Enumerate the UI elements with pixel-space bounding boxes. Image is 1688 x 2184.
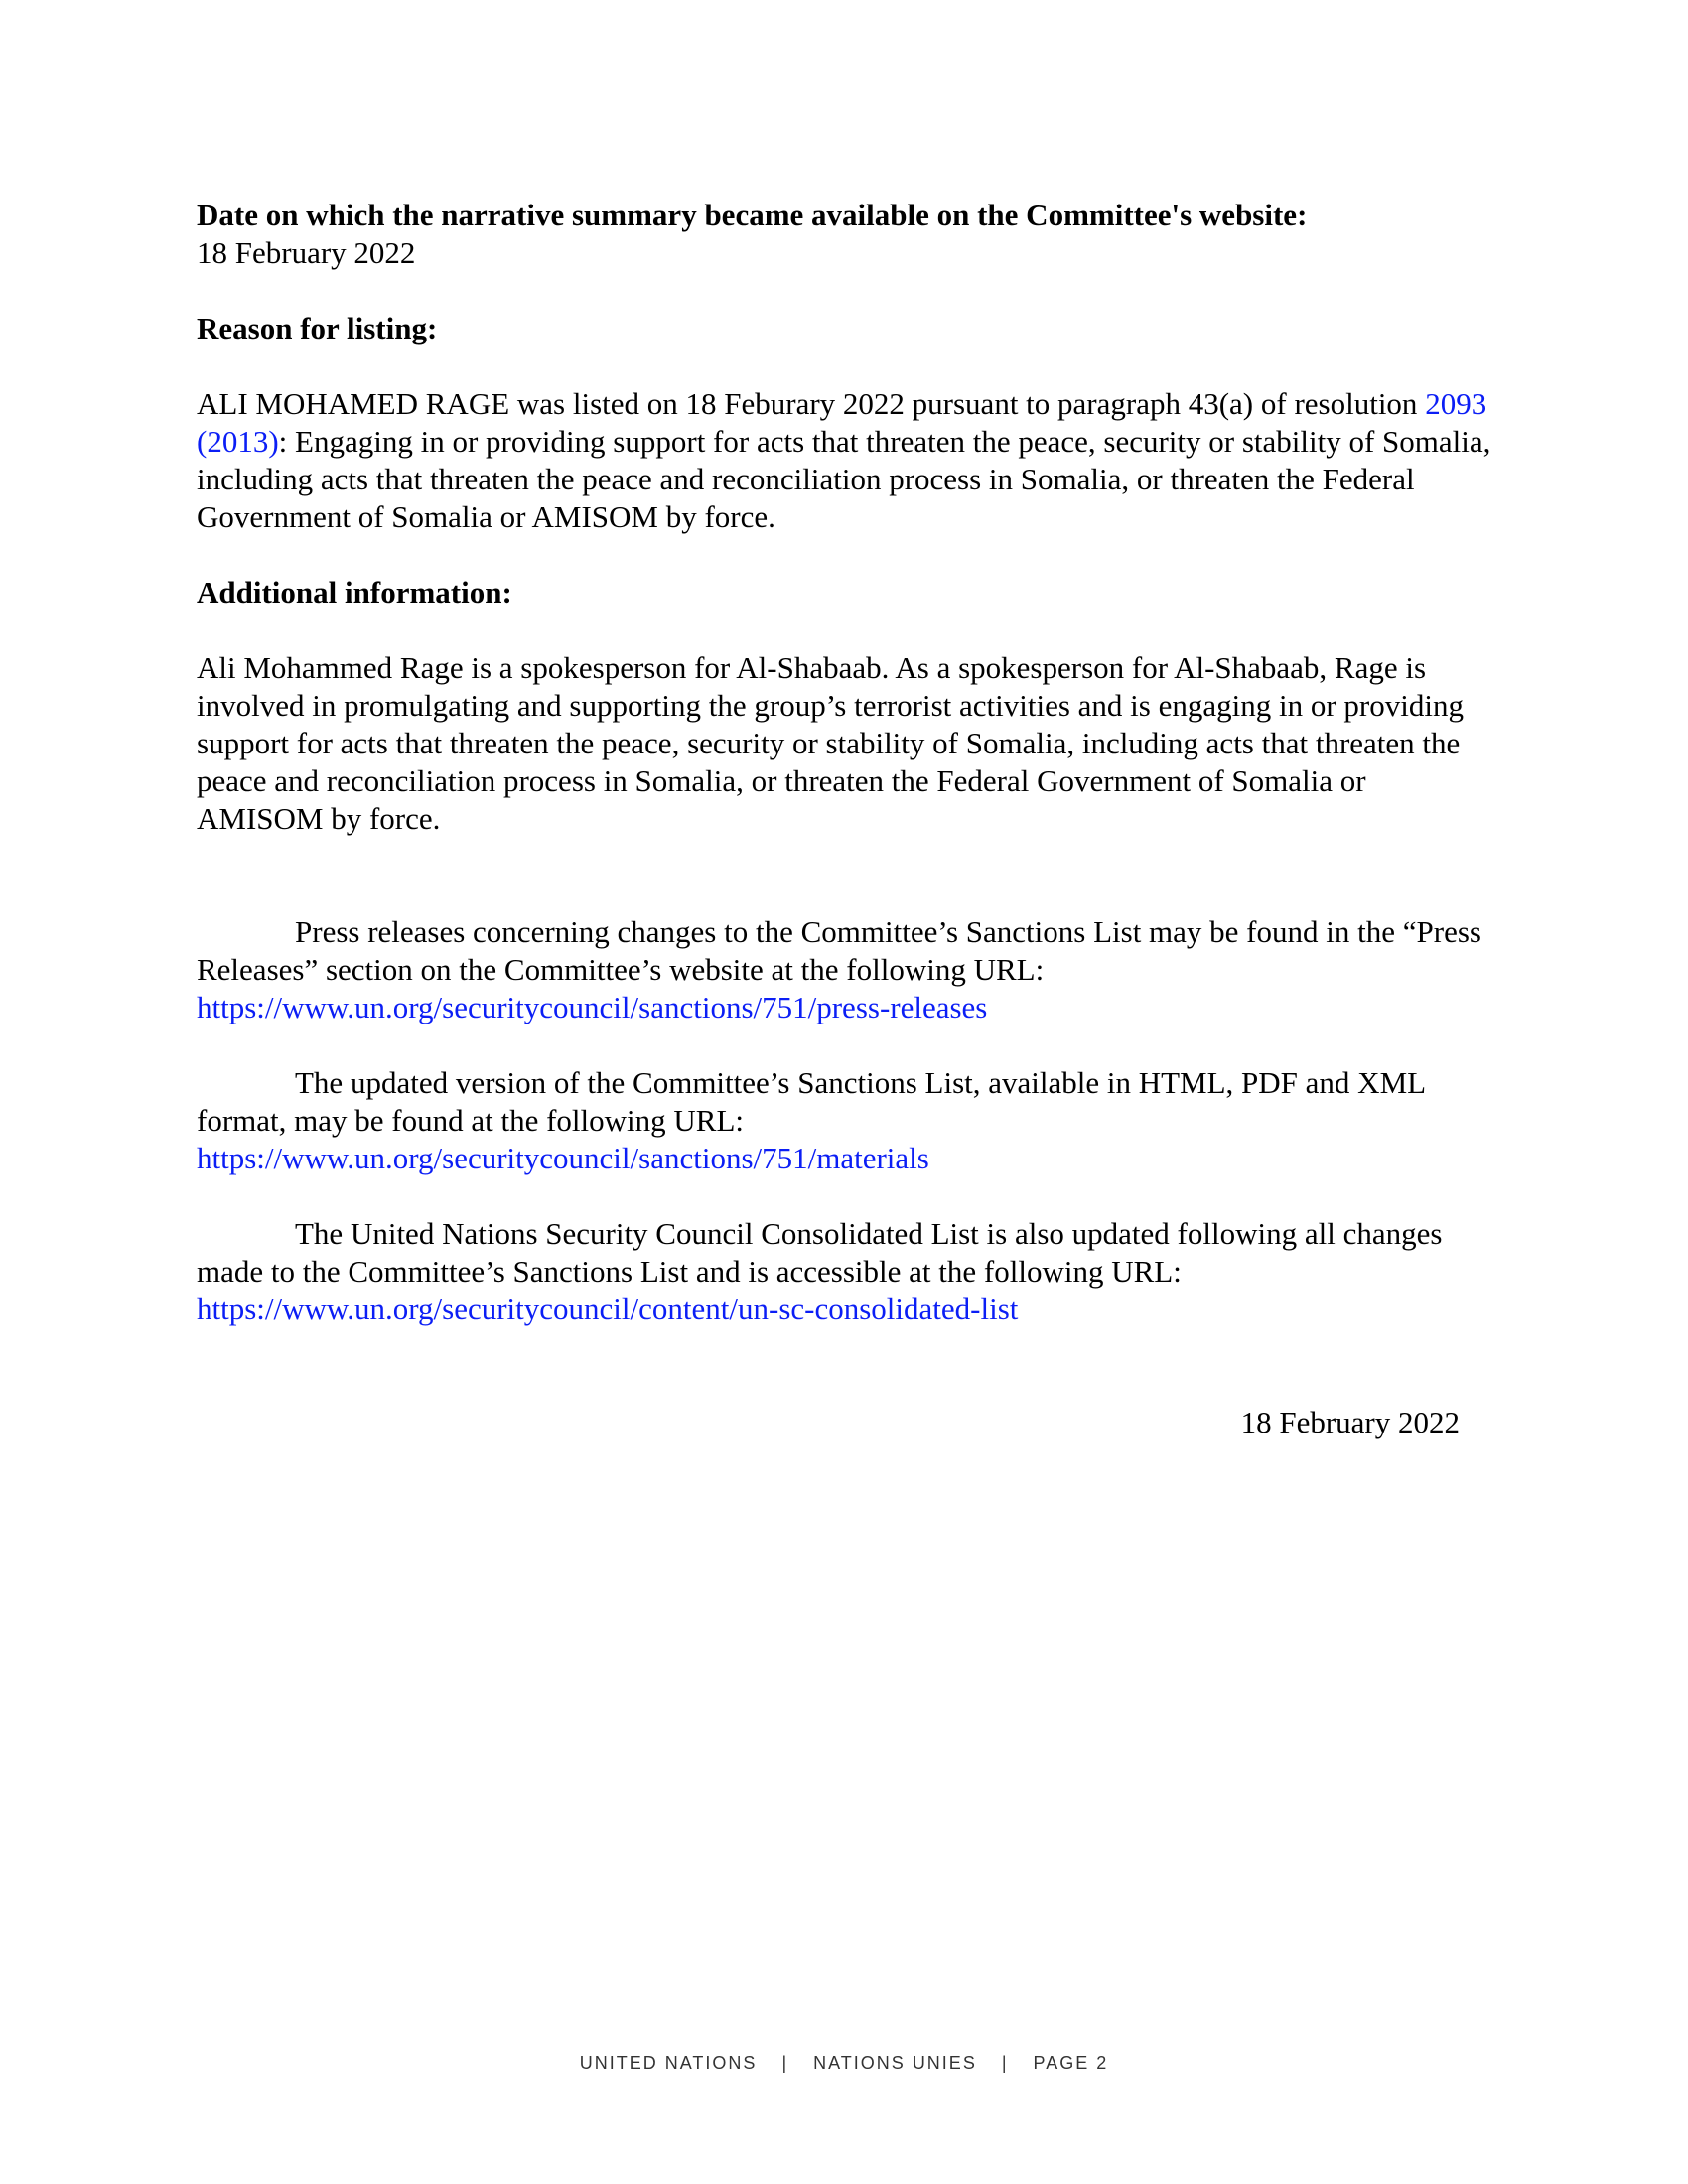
reason-text-start: ALI MOHAMED RAGE was listed on 18 Feburary 2022 pursuant to paragraph 43(a) of resolution bbox=[197, 386, 1426, 421]
notice-text bbox=[197, 1064, 1497, 1140]
notice-text-consolidated: The United Nations Security Council Consolidated List is also updated following all changes made to the Committee’s Sanctions List and is accessible at the following URL: bbox=[197, 1216, 1443, 1289]
notice-press-releases bbox=[197, 913, 1497, 1026]
date-heading: Date on which the narrative summary became available on the Committee's website: bbox=[197, 198, 1308, 232]
reason-heading: Reason for listing: bbox=[197, 311, 438, 345]
notice-text bbox=[197, 913, 1497, 989]
availability-date: 18 February 2022 bbox=[197, 235, 416, 270]
closing-date: 18 February 2022 bbox=[1240, 1405, 1460, 1439]
additional-heading: Additional information: bbox=[197, 575, 512, 610]
reason-section bbox=[197, 310, 1497, 347]
spacer bbox=[197, 876, 1497, 913]
reason-text-end: : Engaging in or providing support for acts that threaten the peace, security or stability of Somalia, including acts that threaten the peace and reconciliation process in Somalia, or threaten the Federal Government of Somalia or AMISOM by force. bbox=[197, 424, 1491, 534]
document-body bbox=[197, 197, 1497, 1472]
footer-separator: | bbox=[1001, 2053, 1009, 2073]
footer-page-number: PAGE 2 bbox=[1033, 2053, 1109, 2073]
footer-org-en: UNITED NATIONS bbox=[579, 2053, 758, 2073]
notice-text-materials: The updated version of the Committee’s Sanctions List, available in HTML, PDF and XML format, may be found at the following URL: bbox=[197, 1065, 1425, 1138]
additional-paragraph bbox=[197, 649, 1497, 838]
page-footer bbox=[0, 2053, 1688, 2074]
footer-org-fr: NATIONS UNIES bbox=[813, 2053, 977, 2073]
additional-text: Ali Mohammed Rage is a spokesperson for Al-Shabaab. As a spokesperson for Al-Shabaab, Rage is involved in promulgating and supporting the group’s terrorist activities and is engaging in or providing support for acts that threaten the peace, security or stability of Somalia, including acts that threaten the peace and reconciliation process in Somalia, or threaten the Federal Government of Somalia or AMISOM by force. bbox=[197, 650, 1464, 836]
footer-separator: | bbox=[781, 2053, 789, 2073]
notice-materials bbox=[197, 1064, 1497, 1177]
notice-consolidated-list bbox=[197, 1215, 1497, 1328]
date-section bbox=[197, 197, 1497, 272]
reason-text bbox=[197, 385, 1497, 536]
notice-text-press: Press releases concerning changes to the Committee’s Sanctions List may be found in the “Press Releases” section on the Committee’s website at the following URL: bbox=[197, 914, 1481, 987]
notice-text bbox=[197, 1215, 1497, 1291]
press-releases-link[interactable]: https://www.un.org/securitycouncil/sanctions/751/press-releases bbox=[197, 990, 988, 1024]
consolidated-list-link[interactable]: https://www.un.org/securitycouncil/content/un-sc-consolidated-list bbox=[197, 1292, 1019, 1326]
resolution-link[interactable]: 2093 (2013) bbox=[197, 386, 1487, 459]
materials-link[interactable]: https://www.un.org/securitycouncil/sanctions/751/materials bbox=[197, 1141, 929, 1175]
reason-paragraph bbox=[197, 385, 1497, 536]
additional-section bbox=[197, 574, 1497, 612]
